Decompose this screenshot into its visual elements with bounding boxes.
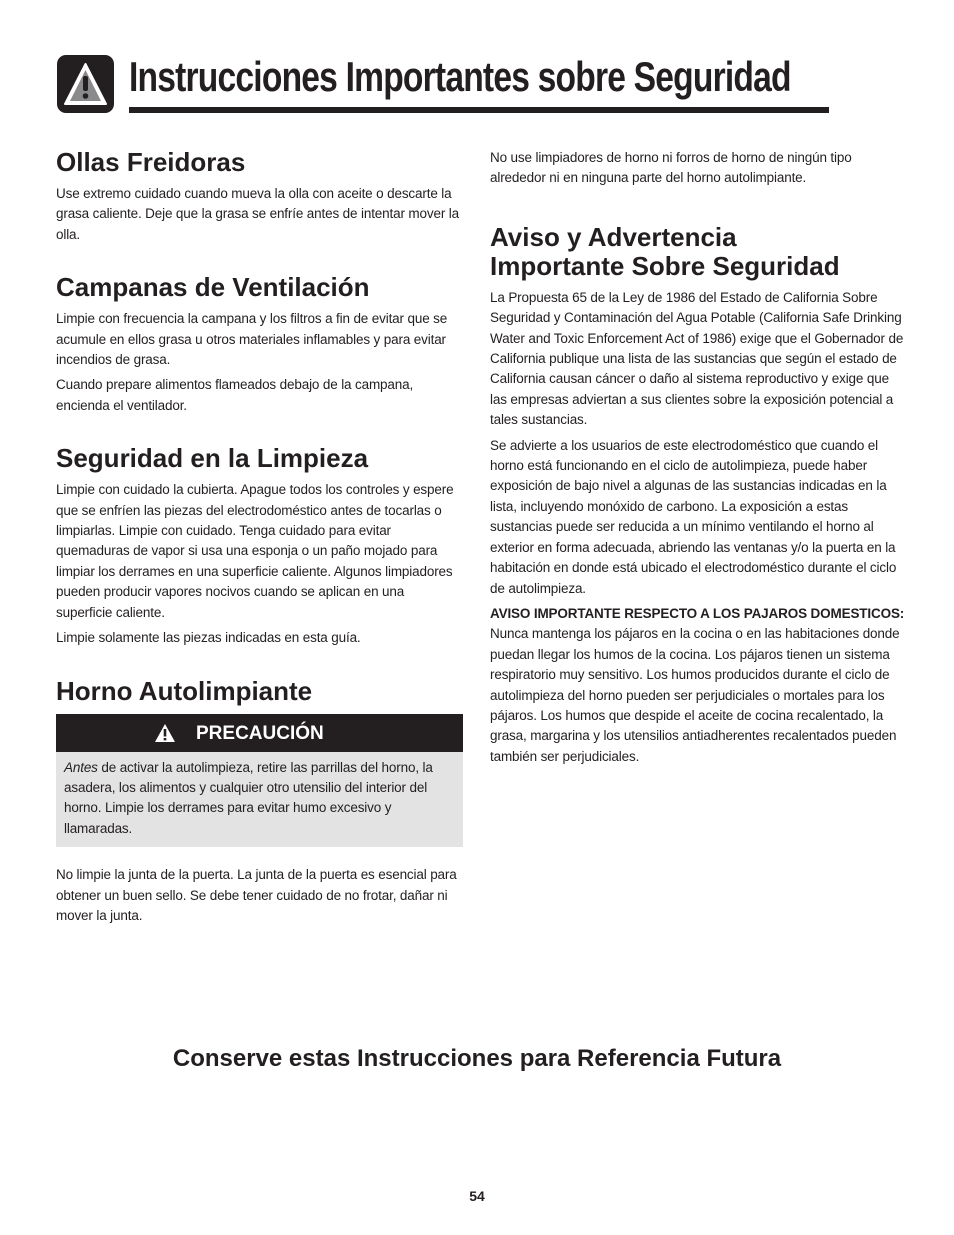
section-heading: Horno Autolimpiante bbox=[56, 675, 313, 706]
paragraph-birds bbox=[490, 604, 905, 767]
caution-rest: de activar la autolimpieza, retire las parrillas del horno, la asadera, los alimentos y cualquier otro utensilio del interior del horno. Limpie los derrames para evitar humo excesivo y llamaradas. bbox=[64, 759, 433, 836]
section-aviso bbox=[490, 223, 905, 767]
page-number: 54 bbox=[469, 1188, 485, 1204]
section-campanas bbox=[56, 273, 463, 416]
page-title: Instrucciones Importantes sobre Seguridad bbox=[129, 53, 791, 100]
heading-line-1: Aviso y Advertencia bbox=[490, 221, 737, 252]
section-ollas-freidoras bbox=[56, 148, 463, 245]
paragraph: Limpie solamente las piezas indicadas en esta guía. bbox=[56, 630, 361, 646]
birds-notice-text: Nunca mantenga los pájaros en la cocina o en las habitaciones donde puedan llegar los humos de la cocina. Los pájaros tienen un sistema respiratorio muy sensitivo. Los humos producidos durante el ciclo de autolimpieza del horno pueden ser perjudiciales o mortales para los pájaros. Los humos que despide el aceite de cocina recalentado, la grasa, margarina y los utensilios antiadherentes recalentados pueden también ser perjudiciales. bbox=[490, 626, 900, 764]
footer-note: Conserve estas Instrucciones para Referencia Futura bbox=[172, 1045, 782, 1072]
warning-icon bbox=[154, 723, 176, 743]
section-heading: Seguridad en la Limpieza bbox=[56, 443, 369, 474]
caution-box bbox=[56, 714, 463, 848]
page-header bbox=[57, 55, 829, 115]
paragraph: Limpie con frecuencia la campana y los filtros a fin de evitar que se acumule en ellos grasa u otros materiales inflamables y para evitar incendios de grasa. bbox=[56, 311, 448, 368]
caution-italic: Antes bbox=[64, 759, 98, 775]
section-heading bbox=[490, 223, 905, 281]
paragraph: No limpie la junta de la puerta. La junta de la puerta es esencial para obtener un buen sello. Se debe tener cuidado de no frotar, dañar ni mover la junta. bbox=[56, 867, 457, 923]
paragraph: No use limpiadores de horno ni forros de horno de ningún tipo alrededor ni en ninguna parte del horno autolimpiante. bbox=[490, 150, 852, 186]
paragraph: Use extremo cuidado cuando mueva la olla con aceite o descarte la grasa caliente. Deje que la grasa se enfríe antes de intentar mover la olla. bbox=[56, 186, 459, 242]
caution-text bbox=[64, 758, 459, 840]
birds-notice-label: AVISO IMPORTANTE RESPECTO A LOS PAJAROS DOMESTICOS: bbox=[490, 605, 905, 621]
heading-line-2: Importante Sobre Seguridad bbox=[490, 250, 840, 281]
left-column bbox=[56, 148, 463, 954]
paragraph: La Propuesta 65 de la Ley de 1986 del Estado de California Sobre Seguridad y Contaminación del Agua Potable (California Safe Drinking Water and Toxic Enforcement Act of 1986) exige que el Gobernador de California publique una lista de las sustancias que según el estado de California causan cáncer o daño al sistema reproductivo y exige que las empresas adviertan a sus clientes sobre la exposición potencial a tales sustancias. bbox=[490, 289, 904, 428]
section-heading: Campanas de Ventilación bbox=[56, 272, 370, 303]
title-underline bbox=[129, 107, 829, 113]
caution-body bbox=[56, 752, 463, 848]
right-column bbox=[490, 148, 905, 772]
caution-header bbox=[56, 714, 463, 752]
paragraph: Cuando prepare alimentos flameados debajo de la campana, encienda el ventilador. bbox=[56, 377, 414, 413]
paragraph: Se advierte a los usuarios de este electrodoméstico que cuando el horno está funcionando en el ciclo de autolimpieza, puede haber exposición de bajo nivel a algunas de las sustancias indicadas en la lista, incluyendo monóxido de carbono. La exposición a estas sustancias puede ser reducida a un mínimo ventilando el horno al exterior en forma adecuada, abriendo las ventanas y/o la puerta en la habitación en donde está ubicado el electrodoméstico durante el ciclo de autolimpieza. bbox=[490, 437, 897, 596]
section-limpieza bbox=[56, 444, 463, 648]
section-heading: Ollas Freidoras bbox=[56, 147, 246, 177]
section-horno-autolimpiante bbox=[56, 677, 463, 927]
warning-triangle-icon bbox=[57, 55, 114, 113]
caution-label: PRECAUCIÓN bbox=[196, 722, 324, 744]
paragraph: Limpie con cuidado la cubierta. Apague todos los controles y espere que se enfríen las piezas del electrodoméstico antes de tocarlas o limpiarlas. Limpie con cuidado. Tenga cuidado para evitar quemaduras de vapor si usa una esponja o un paño mojado para limpiar los derrames en una superficie caliente. Algunos limpiadores pueden producir vapores nocivos cuando se aplican en una superficie caliente. bbox=[56, 482, 454, 620]
